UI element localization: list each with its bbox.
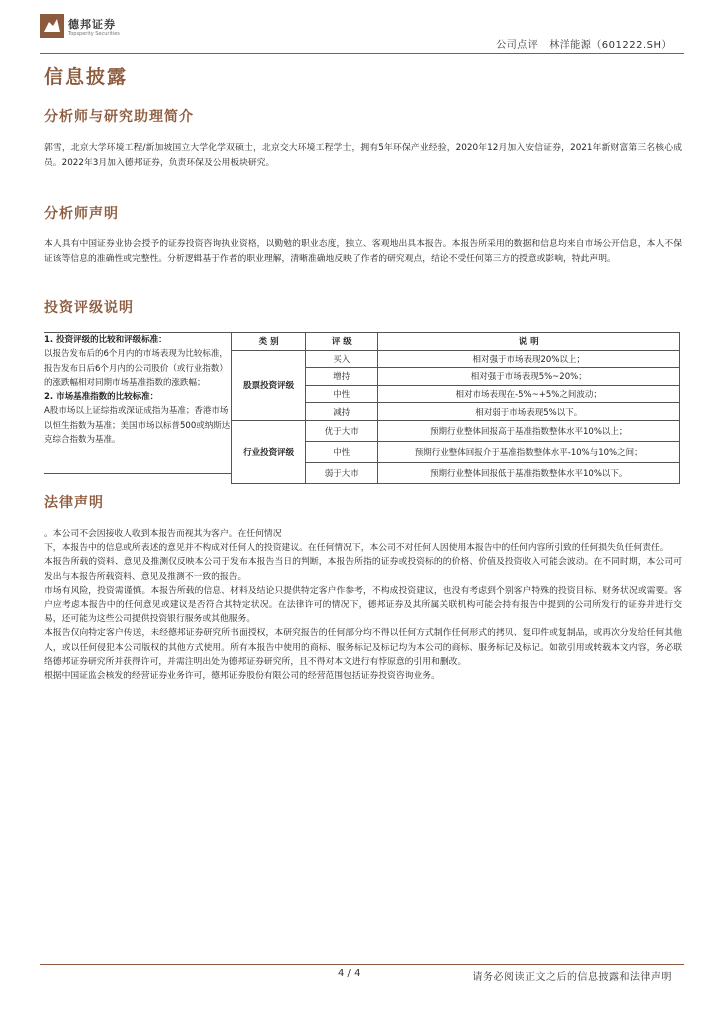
rating-criteria-text-2: A股市场以上证综指或深证成指为基准；香港市场以恒生指数为基准；美国市场以标普500或纳斯达克综合指数为基准。 bbox=[44, 406, 231, 446]
rating-cell: 弱于大市 bbox=[306, 462, 378, 483]
logo-english-text: Topsperity Securities bbox=[68, 31, 120, 37]
table-header: 评 级 bbox=[306, 333, 378, 351]
table-header: 说 明 bbox=[378, 333, 680, 351]
page-number: 4 / 4 bbox=[338, 968, 361, 979]
logo-text: 德邦证券 bbox=[68, 18, 116, 31]
table-header: 类 别 bbox=[232, 333, 306, 351]
company-logo bbox=[40, 14, 150, 42]
description-cell: 相对弱于市场表现5%以下。 bbox=[378, 403, 680, 421]
description-cell: 相对市场表现在-5%~+5%之间波动； bbox=[378, 385, 680, 403]
legal-text bbox=[44, 527, 682, 683]
company-name: 林洋能源（601222.SH） bbox=[549, 40, 672, 51]
rating-category: 股票投资评级 bbox=[232, 350, 306, 420]
analyst-intro-title: 分析师与研究助理简介 bbox=[44, 109, 194, 125]
legal-paragraph: 下，本报告中的信息或所表述的意见并不构成对任何人的投资建议。在任何情况下，本公司不对任何人因使用本报告中的任何内容所引致的任何损失负任何责任。 bbox=[44, 543, 669, 554]
table-header-row bbox=[232, 333, 680, 351]
description-cell: 相对强于市场表现20%以上； bbox=[378, 350, 680, 368]
analyst-statement-title: 分析师声明 bbox=[44, 206, 119, 222]
rating-table bbox=[231, 332, 680, 484]
report-type: 公司点评 bbox=[496, 40, 539, 51]
header-divider bbox=[40, 53, 684, 54]
footer-divider bbox=[40, 964, 684, 965]
legal-title: 法律声明 bbox=[44, 495, 104, 511]
rating-cell: 中性 bbox=[306, 385, 378, 403]
logo-icon bbox=[40, 14, 64, 38]
rating-category: 行业投资评级 bbox=[232, 420, 306, 483]
description-cell: 预期行业整体回报介于基准指数整体水平-10%与10%之间； bbox=[378, 441, 680, 462]
rating-cell: 减持 bbox=[306, 403, 378, 421]
description-cell: 预期行业整体回报高于基准指数整体水平10%以上； bbox=[378, 420, 680, 441]
rating-cell: 中性 bbox=[306, 441, 378, 462]
page-title: 信息披露 bbox=[44, 66, 129, 88]
legal-paragraph: 根据中国证监会核发的经营证券业务许可，德邦证券股份有限公司的经营范围包括证券投资咨询业务。 bbox=[44, 671, 440, 682]
rating-cell: 优于大市 bbox=[306, 420, 378, 441]
description-cell: 相对强于市场表现5%~20%； bbox=[378, 368, 680, 386]
rating-title: 投资评级说明 bbox=[44, 300, 134, 316]
table-row bbox=[232, 420, 680, 441]
rating-cell: 买入 bbox=[306, 350, 378, 368]
rating-criteria bbox=[44, 332, 231, 474]
legal-paragraph: 。本公司不会因接收人收到本报告而视其为客户。在任何情况 bbox=[44, 529, 282, 539]
rating-criteria-heading-2: 2. 市场基准指数的比较标准： bbox=[44, 392, 159, 403]
rating-criteria-heading-1: 1. 投资评级的比较和评级标准： bbox=[44, 335, 167, 345]
table-row bbox=[232, 350, 680, 368]
legal-paragraph: 本报告仅向特定客户传送，未经德邦证券研究所书面授权，本研究报告的任何部分均不得以任何方式制作任何形式的拷贝、复印件或复制品，或再次分发给任何其他人，或以任何侵犯本公司版权的其他方式使用。所有本报告中使用的商标、服务标记及标记均为本公司的商标、服务标记及标记。如欲引用或转载本文内容，务必联络德邦证券研究所并获得许可，并需注明出处为德邦证券研究所，且不得对本文进行有悖原意的引用和删改。 bbox=[44, 628, 682, 667]
legal-paragraph: 市场有风险，投资需谨慎。本报告所载的信息、材料及结论只提供特定客户作参考，不构成投资建议，也没有考虑到个别客户特殊的投资目标、财务状况或需要。客户应考虑本报告中的任何意见或建议是否符合其特定状况。在法律许可的情况下，德邦证券及其所属关联机构可能会持有报告中提到的公司所发行的证券并进行交易，还可能为这些公司提供投资银行服务或其他服务。 bbox=[44, 585, 682, 625]
rating-cell: 增持 bbox=[306, 368, 378, 386]
footer-note: 请务必阅读正文之后的信息披露和法律声明 bbox=[472, 972, 672, 983]
report-header bbox=[496, 36, 672, 51]
description-cell: 预期行业整体回报低于基准指数整体水平10%以下。 bbox=[378, 462, 680, 483]
rating-criteria-text-1: 以报告发布后的6个月内的市场表现为比较标准，报告发布日后6个月内的公司股价（或行业指数）的涨跌幅相对同期市场基准指数的涨跌幅； bbox=[44, 349, 228, 388]
rating-block bbox=[44, 332, 680, 479]
analyst-intro-text: 郭雪，北京大学环境工程/新加坡国立大学化学双硕士，北京交大环境工程学士，拥有5年环保产业经验，2020年12月加入安信证券，2021年新财富第三名核心成员。2022年3月加入德邦证券，负责环保及公用板块研究。 bbox=[44, 143, 682, 168]
rating-left-bottom-border bbox=[44, 473, 231, 474]
legal-paragraph: 本报告所载的资料、意见及推测仅反映本公司于发布本报告当日的判断，本报告所指的证券或投资标的的价格、价值及投资收入可能会波动。在不同时期，本公司可发出与本报告所载资料、意见及推测不一致的报告。 bbox=[44, 557, 682, 582]
analyst-statement-text: 本人具有中国证券业协会授予的证券投资咨询执业资格，以勤勉的职业态度，独立、客观地出具本报告。本报告所采用的数据和信息均来自市场公开信息，本人不保证该等信息的准确性或完整性。分析逻辑基于作者的职业理解，清晰准确地反映了作者的研究观点，结论不受任何第三方的授意或影响，特此声明。 bbox=[44, 239, 682, 264]
